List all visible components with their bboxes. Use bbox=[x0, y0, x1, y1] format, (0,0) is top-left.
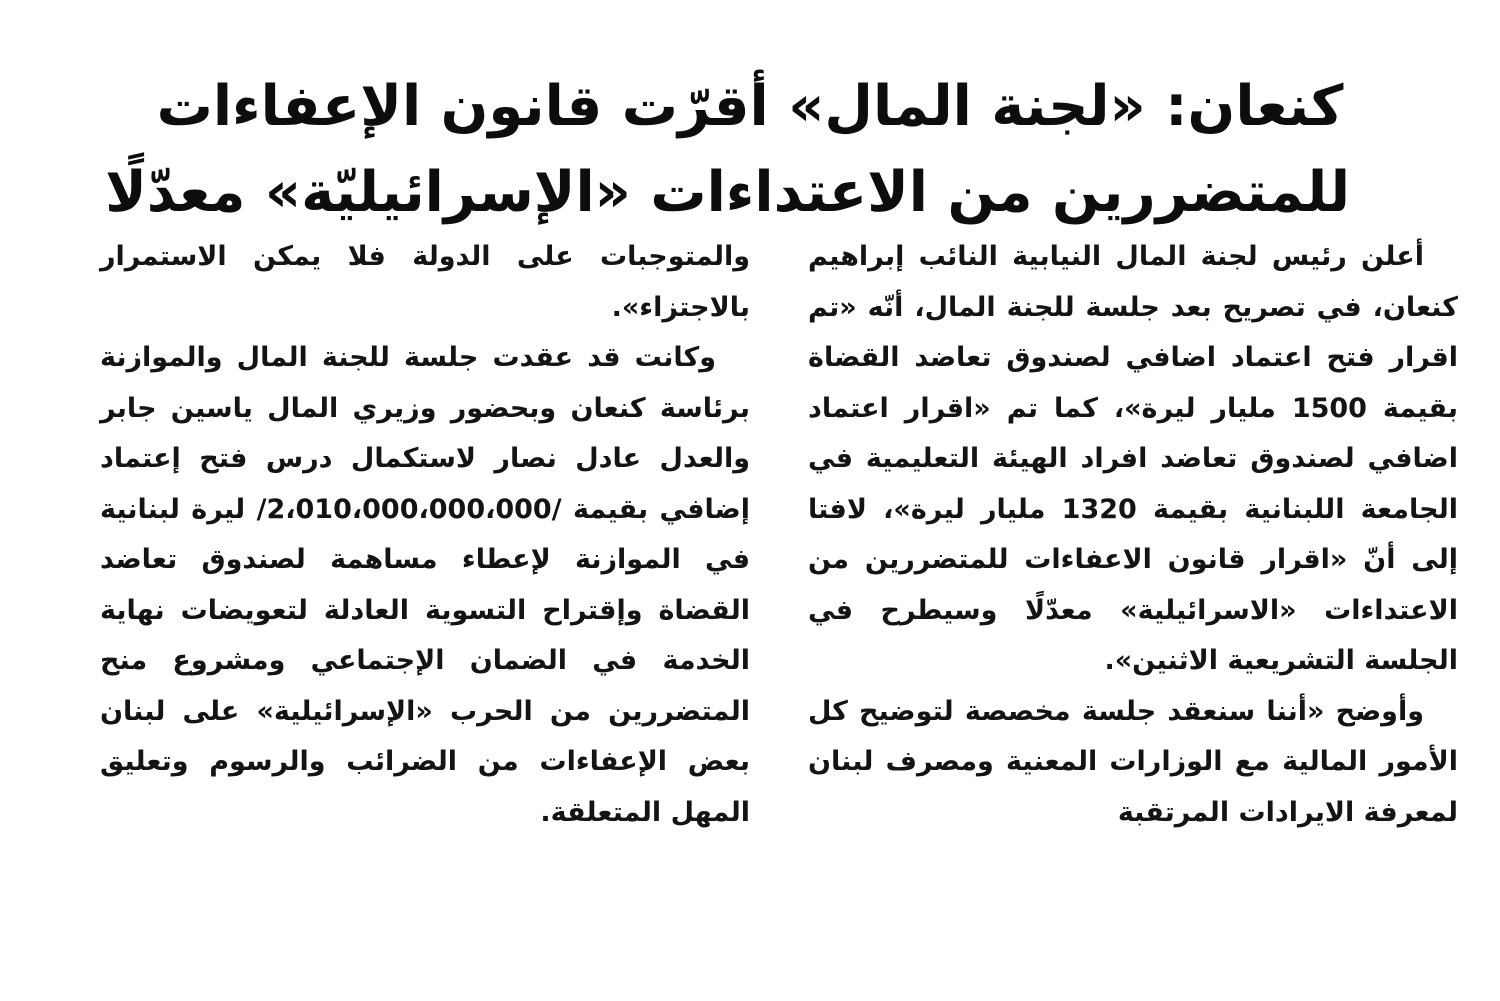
body-paragraph: وأوضح «أننا سنعقد جلسة مخصصة لتوضيح كل الأمور المالية مع الوزارات المعنية ومصرف لبنان لمعرفة الايرادات المرتقبة bbox=[808, 695, 1458, 828]
article-column-left bbox=[100, 232, 750, 838]
headline-line-2: للمتضررين من الاعتداءات «الإسرائيليّة» معدّلًا bbox=[105, 159, 1350, 225]
body-paragraph-continued: والمتوجبات على الدولة فلا يمكن الاستمرار بالاجتزاء». bbox=[100, 241, 750, 323]
body-paragraph: وكانت قد عقدت جلسة للجنة المال والموازنة برئاسة كنعان وبحضور وزيري المال ياسين جابر والعدل عادل نصار لاستكمال درس فتح إعتماد إضافي بقيمة /2،010،000،000،000/ ليرة لبنانية في الموازنة لإعطاء مساهمة لصندوق تعاضد القضاة وإقتراح التسوية العادلة لتعويضات نهاية الخدمة في الضمان الإجتماعي ومشروع منح المتضررين من الحرب «الإسرائيلية» على لبنان بعض الإعفاءات من الضرائب والرسوم وتعليق المهل المتعلقة. bbox=[100, 342, 750, 828]
article-headline bbox=[105, 64, 1350, 236]
article-column-right bbox=[808, 232, 1458, 838]
headline-line-1: كنعان: «لجنة المال» أقرّت قانون الإعفاءات bbox=[156, 73, 1344, 139]
body-paragraph: أعلن رئيس لجنة المال النيابية النائب إبراهيم كنعان، في تصريح بعد جلسة للجنة المال، أنّه «تم اقرار فتح اعتماد اضافي لصندوق تعاضد القضاة بقيمة 1500 مليار ليرة»، كما تم «اقرار اعتماد اضافي لصندوق تعاضد افراد الهيئة التعليمية في الجامعة اللبنانية بقيمة 1320 مليار ليرة»، لافتا إلى أنّ «اقرار قانون الاعفاءات للمتضررين من الاعتداءات «الاسرائيلية» معدّلًا وسيطرح في الجلسة التشريعية الاثنين». bbox=[808, 241, 1458, 676]
